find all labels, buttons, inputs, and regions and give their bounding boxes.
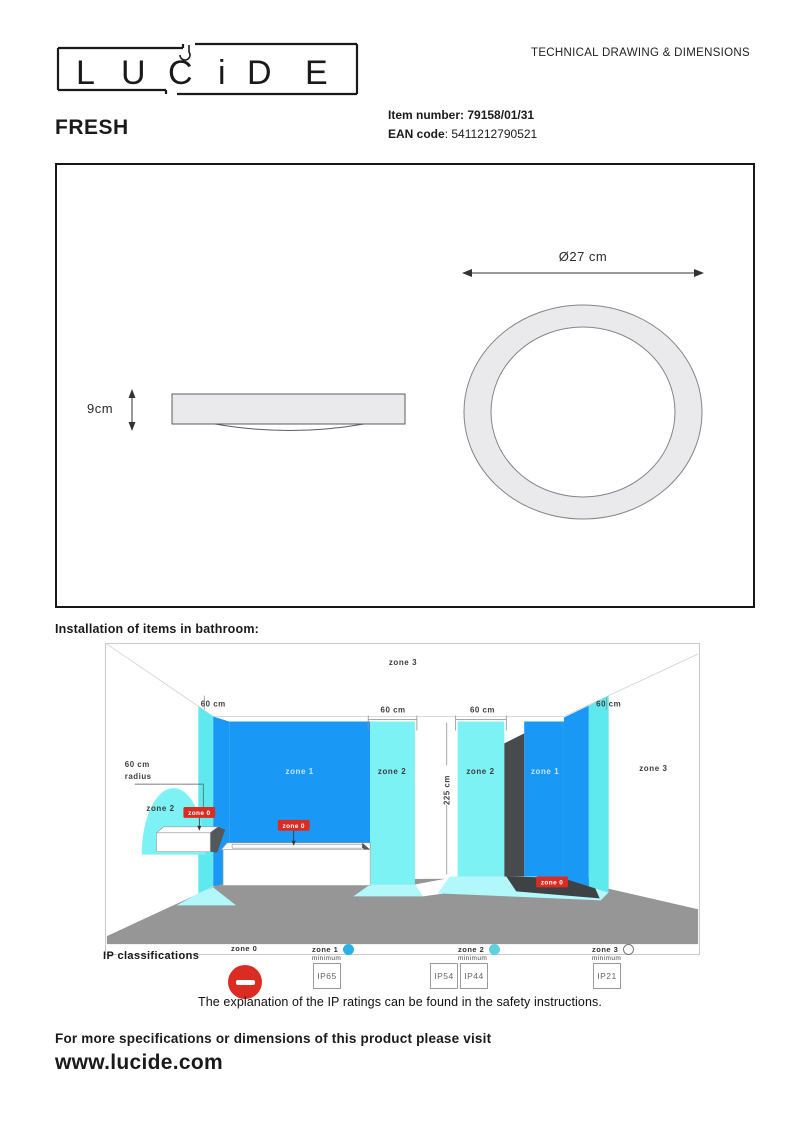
shower-panel <box>504 733 524 876</box>
lucide-logo-svg <box>55 42 360 97</box>
legend-zone1-minimum: minimum <box>312 955 342 962</box>
logo-letter: i <box>218 54 226 92</box>
ceiling-line-right <box>564 654 698 717</box>
legend-zone3-label <box>592 944 634 955</box>
ip-rating-box-ip65: IP65 <box>313 963 341 989</box>
product-identifiers <box>388 106 537 143</box>
zone2-column-left-room <box>370 722 415 885</box>
ean-value: 5411212790521 <box>451 126 538 141</box>
dimension-60cm-right-wall <box>596 698 621 710</box>
logo-letter: L <box>76 54 95 92</box>
logo-letter: U <box>121 54 146 92</box>
ceiling-line-left <box>107 644 213 717</box>
zone1-wrap-right-corner <box>564 706 589 887</box>
ip-rating-box-ip44: IP44 <box>460 963 488 989</box>
item-number-label: Item number: <box>388 108 465 122</box>
zone2-dot-icon <box>489 944 500 955</box>
legend-zone1-text: zone 1 <box>312 945 339 954</box>
arrowhead-right <box>694 269 704 277</box>
technical-drawing-panel <box>55 163 755 608</box>
arrowhead-left <box>462 269 472 277</box>
lamp-side-view <box>172 394 405 431</box>
ean-label: EAN code <box>388 126 445 141</box>
zone2-strip-left-wall <box>198 707 213 894</box>
dimension-225cm <box>443 722 452 874</box>
website-url[interactable]: www.lucide.com <box>55 1051 223 1074</box>
arrowhead-down <box>129 422 136 431</box>
arrowhead-up <box>129 389 136 398</box>
zone3-circle-icon <box>623 944 634 955</box>
logo-letter: E <box>305 54 328 92</box>
legend-zone1-label <box>312 944 354 955</box>
ip-rating-box-ip21: IP21 <box>593 963 621 989</box>
dimension-60cm-label: 60 cm <box>200 699 226 709</box>
radius-label-line1: 60 cm <box>124 760 150 770</box>
zone2-column-right-room <box>458 722 505 877</box>
legend-zone3-minimum: minimum <box>592 955 622 962</box>
dimension-60cm-label: 60 cm <box>596 699 622 709</box>
logo-letter: D <box>247 54 272 92</box>
no-entry-icon <box>228 965 262 999</box>
washbasin <box>157 827 226 853</box>
zone1-wall-shower <box>524 722 564 877</box>
technical-drawing-svg <box>57 165 753 606</box>
legend-zone2-text: zone 2 <box>458 945 485 954</box>
ip-ratings-note: The explanation of the IP ratings can be found in the safety instructions. <box>198 995 602 1009</box>
zone3-label-right-wall: zone 3 <box>639 764 668 774</box>
zone2-label-washbasin: zone 2 <box>146 803 175 813</box>
zone0-badge-label: zone 0 <box>188 809 211 817</box>
logo-letter: C <box>168 54 193 92</box>
lucide-logo <box>55 42 360 97</box>
footer-text: For more specifications or dimensions of this product please visit <box>55 1031 492 1046</box>
no-entry-bar <box>236 980 255 985</box>
dimension-60cm-label: 60 cm <box>469 705 495 715</box>
product-name: FRESH <box>55 116 129 139</box>
zone2-label-left: zone 2 <box>377 767 407 777</box>
legend-zone2-label <box>458 944 500 955</box>
bathroom-diagram-svg <box>106 644 699 954</box>
bathtub <box>221 843 370 886</box>
radius-label-line2: radius <box>124 772 152 782</box>
zone3-label-ceiling: zone 3 <box>388 657 418 667</box>
installation-section-title: Installation of items in bathroom: <box>55 622 260 636</box>
ip-legend-title: IP classifications <box>103 950 200 962</box>
dimension-60cm-left-wall <box>201 696 226 710</box>
zone0-badge-shower <box>536 877 568 888</box>
logo-letters <box>76 54 328 92</box>
diffuser-curve <box>215 424 364 431</box>
item-number-value: 79158/01/31 <box>467 108 535 122</box>
ip-rating-box-ip54: IP54 <box>430 963 458 989</box>
legend-zone0-text: zone 0 <box>231 944 258 953</box>
legend-zone0-label <box>231 944 257 953</box>
bathroom-zones-diagram <box>105 643 700 955</box>
zone0-badge-label: zone 0 <box>282 822 305 830</box>
legend-zone2-minimum: minimum <box>458 955 488 962</box>
height-dimension-label: 9cm <box>87 401 114 416</box>
diameter-dimension-label: Ø27 cm <box>558 249 608 264</box>
item-number-row <box>388 106 537 125</box>
zone1-label-bathtub: zone 1 <box>285 767 314 777</box>
document-title: TECHNICAL DRAWING & DIMENSIONS <box>531 47 750 59</box>
ean-row: EAN code: 5411212790521 <box>388 126 538 141</box>
dimension-225cm-label: 225 cm <box>442 775 452 806</box>
lamp-top-view <box>464 305 702 519</box>
zone1-dot-icon <box>343 944 354 955</box>
zone2-strip-right-wall <box>589 696 609 893</box>
zone1-label-shower: zone 1 <box>530 767 560 777</box>
zone2-label-right: zone 2 <box>466 767 495 777</box>
zone0-badge-label: zone 0 <box>540 879 564 887</box>
dimension-60cm-label: 60 cm <box>380 705 406 715</box>
legend-zone3-text: zone 3 <box>592 945 619 954</box>
